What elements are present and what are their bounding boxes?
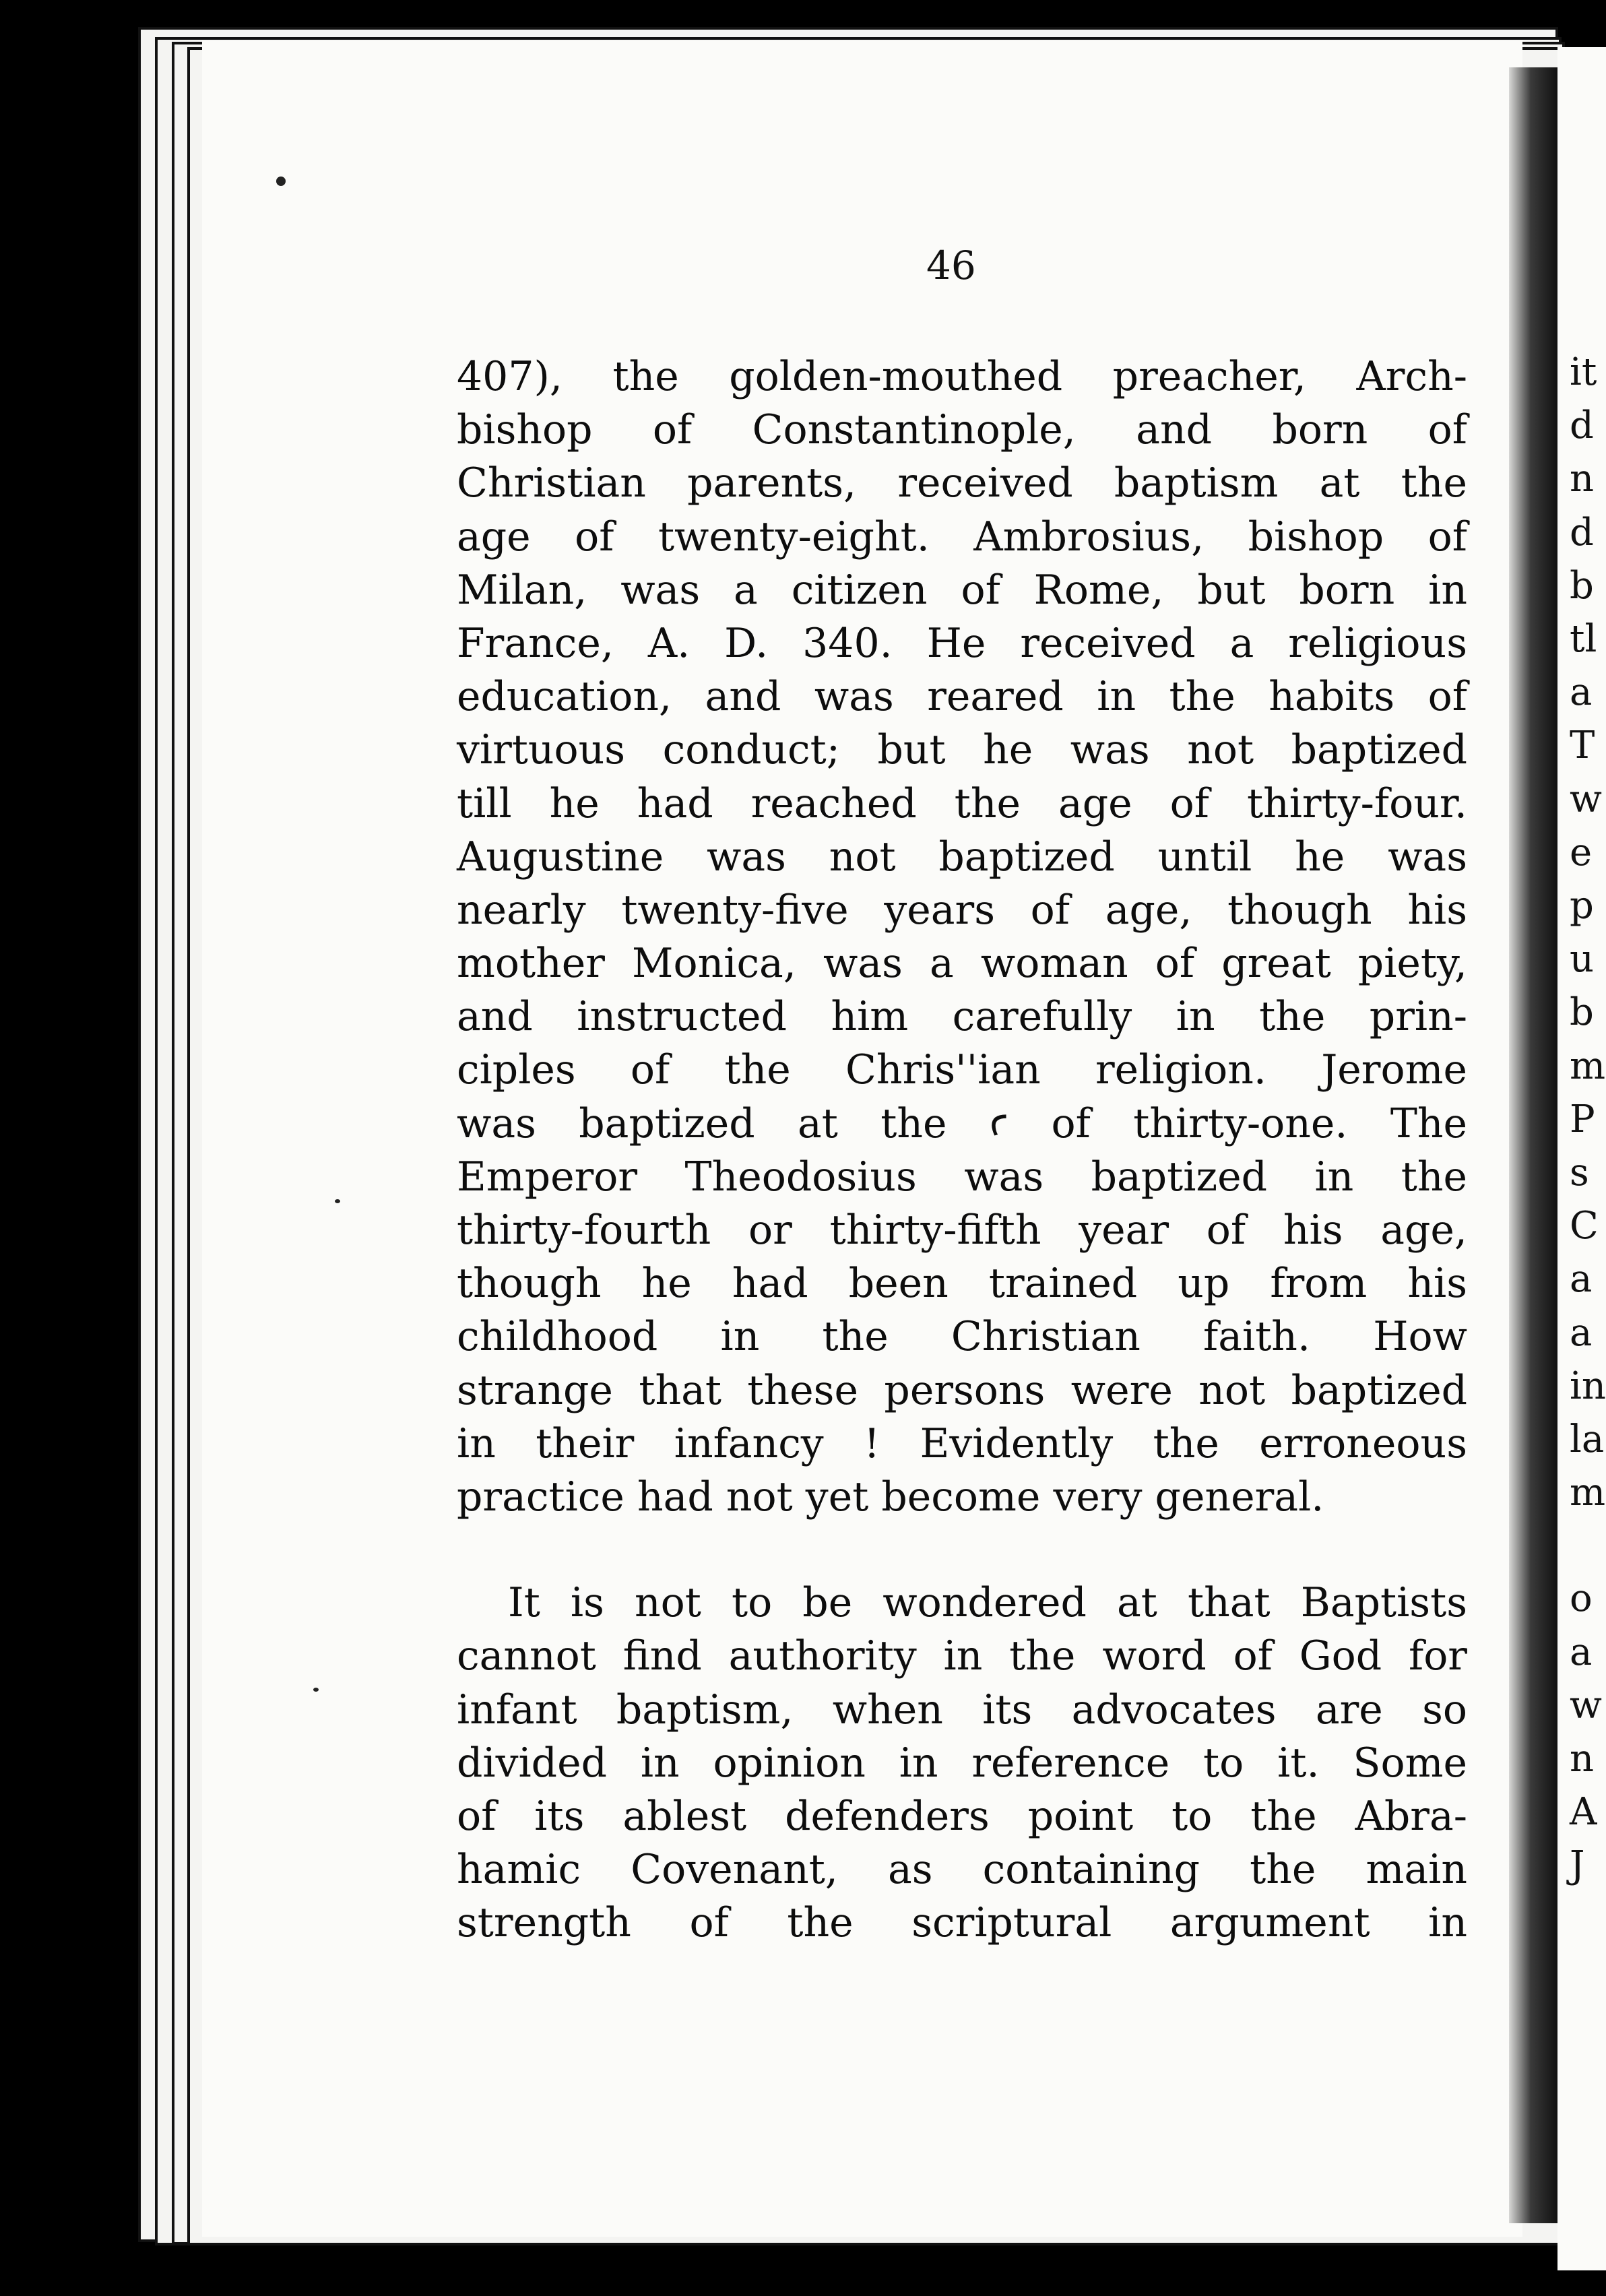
facing-page-fragment: it [1570,350,1597,394]
text-line: thirty-fourth or thirty-fifth year of his age, [457,1207,1467,1254]
book-gutter [1509,67,1557,2223]
speck [276,177,286,186]
text-line: 407), the golden-mouthed preacher, Arch- [457,353,1467,400]
speck [313,1688,319,1692]
text-line: Milan, was a citizen of Rome, but born in [457,566,1467,614]
text-line: practice had not yet become very general. [457,1473,1324,1521]
text-line: strength of the scriptural argument in [457,1899,1467,1947]
text-line: Augustine was not baptized until he was [457,833,1467,881]
text-line: was baptized at the ꜥ of thirty-one. The [457,1099,1467,1147]
text-line: bishop of Constantinople, and born of [457,406,1467,454]
facing-page-fragment: m [1570,1044,1606,1088]
page-number: 46 [926,243,976,288]
text-line: till he had reached the age of thirty-four. [457,779,1467,827]
facing-page-fragment: w [1570,1683,1602,1727]
facing-page-fragment: e [1570,830,1593,874]
text-line: hamic Covenant, as containing the main [457,1846,1467,1894]
paragraph-gap [457,1524,1467,1576]
text-line: cannot find authority in the word of God for [457,1632,1467,1680]
facing-page-fragment: a [1570,1257,1593,1302]
text-line: and instructed him carefully in the prin- [457,993,1467,1041]
text-line: though he had been trained up from his [457,1260,1467,1308]
facing-page-fragment: A [1570,1790,1597,1835]
facing-page-fragment: in [1570,1364,1606,1408]
facing-page-fragment: d [1570,510,1594,554]
facing-page-fragment: P [1570,1097,1595,1141]
facing-page-fragment: a [1570,1630,1593,1674]
text-line: divided in opinion in reference to it. Some [457,1739,1467,1787]
facing-page-fragment: a [1570,1310,1593,1355]
text-line: in their infancy ! Evidently the erroneous [457,1420,1467,1467]
facing-page-fragment: a [1570,670,1593,715]
facing-page-fragment: u [1570,937,1595,982]
text-line: Emperor Theodosius was baptized in the [457,1153,1467,1201]
facing-page-fragment: b [1570,990,1594,1035]
body-text [457,350,1467,1950]
facing-page-fragment: m [1570,1471,1606,1515]
facing-page-fragment: d [1570,404,1594,448]
facing-page-fragment: J [1570,1843,1585,1888]
text-line: of its ablest defenders point to the Abra- [457,1792,1467,1840]
text-line: virtuous conduct; but he was not baptized [457,726,1467,774]
facing-page-fragment: C [1570,1204,1599,1248]
text-line: infant baptism, when its advocates are so [457,1686,1467,1733]
facing-page-fragment: tl [1570,617,1597,661]
facing-page-fragment: b [1570,563,1594,608]
text-line: education, and was reared in the habits of [457,673,1467,721]
text-line: mother Monica, was a woman of great piety, [457,940,1467,988]
facing-page-fragment: n [1570,457,1595,501]
speck [335,1199,340,1203]
facing-page-fragment: o [1570,1576,1593,1621]
facing-page-fragment: w [1570,777,1602,821]
facing-page-fragment: s [1570,1151,1589,1194]
text-line: It is not to be wondered at that Baptists [508,1579,1467,1627]
text-line: nearly twenty-five years of age, though his [457,886,1467,934]
text-line: childhood in the Christian faith. How [457,1313,1467,1361]
text-line: age of twenty-eight. Ambrosius, bishop of [457,513,1467,561]
facing-page-fragment: n [1570,1737,1595,1781]
facing-page-fragment: p [1570,884,1594,928]
text-line: ciples of the Chris''ian religion. Jerome [457,1046,1467,1094]
text-line: strange that these persons were not baptized [457,1366,1467,1414]
text-line: Christian parents, received baptism at the [457,459,1467,507]
text-line: France, A. D. 340. He received a religious [457,619,1467,667]
facing-page-fragment: la [1570,1417,1605,1461]
facing-page-fragment: T [1570,724,1595,768]
